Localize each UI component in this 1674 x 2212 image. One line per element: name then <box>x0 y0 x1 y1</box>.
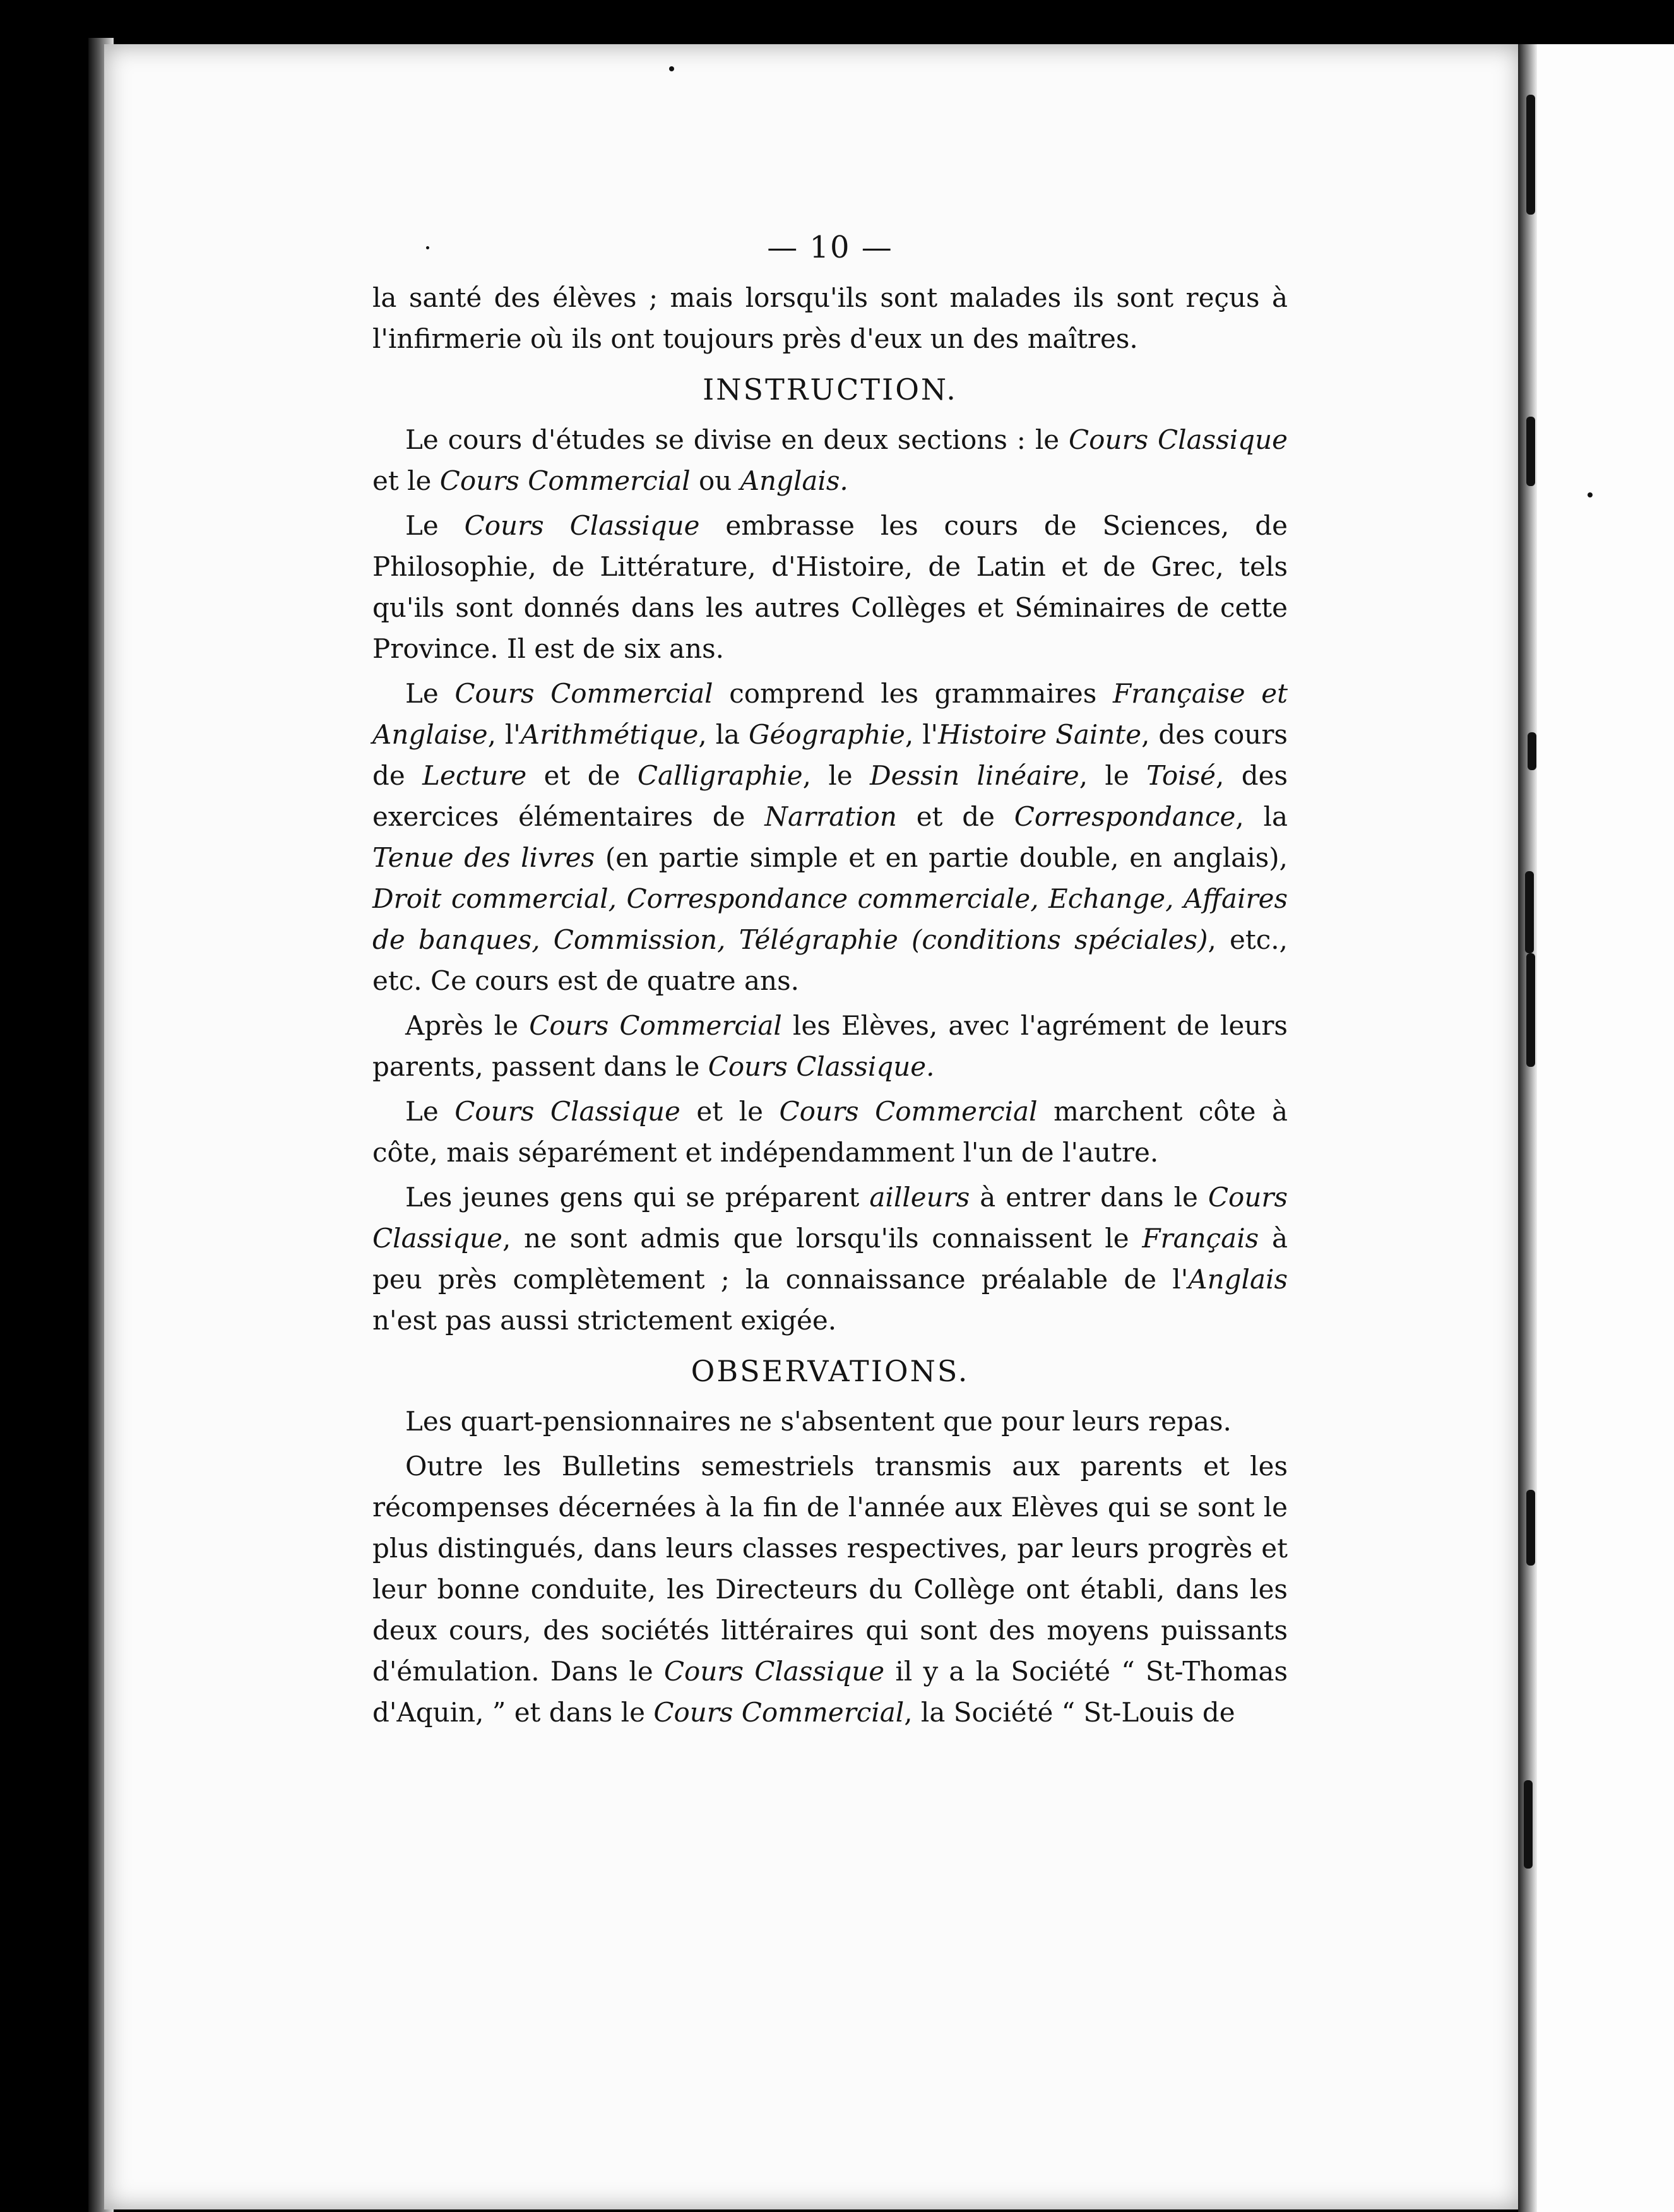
italic-text-run: Narration <box>764 801 897 832</box>
italic-text-run: Cours Classique <box>464 510 700 541</box>
binding-stitch-mark <box>1526 1490 1535 1566</box>
heading-observations: OBSERVATIONS. <box>691 1354 970 1388</box>
text-run: à entrer dans le <box>970 1182 1208 1213</box>
italic-text-run: Cours Classique <box>663 1656 885 1687</box>
italic-text-run: Tenue des livres <box>372 842 595 873</box>
text-run: , l' <box>905 719 939 750</box>
instruction-paragraph-3 <box>372 673 1288 1001</box>
instruction-paragraph-5 <box>372 1091 1288 1173</box>
binding-stitch-mark <box>1525 871 1534 953</box>
italic-text-run: Cours Classique <box>454 1096 680 1127</box>
book-binding <box>1518 44 1537 2212</box>
italic-text-run: Géographie <box>748 719 905 750</box>
text-run: et de <box>896 801 1014 832</box>
text-run: les Elèves, avec l'agrément de leurs parents, passent dans le <box>372 1010 1288 1082</box>
text-run: marchent côte à côte, mais séparément et indépendamment l'un de l'autre. <box>372 1096 1288 1168</box>
text-run: , des cours de <box>372 719 1288 791</box>
text-run: et le <box>680 1096 780 1127</box>
text-run: , le <box>802 760 870 791</box>
text-run: , la <box>698 719 749 750</box>
instruction-paragraph-2 <box>372 505 1288 669</box>
text-run: , la <box>1235 801 1288 832</box>
italic-text-run: Français <box>1142 1223 1259 1254</box>
instruction-paragraph-6 <box>372 1177 1288 1341</box>
text-run: Après le <box>405 1010 530 1041</box>
italic-text-run: Cours Commercial <box>454 678 713 709</box>
binding-stitch-mark <box>1526 417 1535 486</box>
italic-text-run: Cours Classique. <box>708 1051 935 1082</box>
page-number: — 10 — <box>767 230 893 265</box>
heading-instruction: INSTRUCTION. <box>703 372 958 407</box>
facing-page-strip <box>1521 44 1674 2212</box>
text-run: Outre les Bulletins semestriels transmis aux parents et les récompenses décernées à la fin de l'année aux Elèves qui se sont le plus distingués, dans leurs classes respectives, par leurs progrès et leur bonne conduite, les Directeurs du Collège ont établi, dans les deux cours, des sociétés littéraires qui sont des moyens puissants d'émulation. Dans le <box>372 1451 1288 1687</box>
text-run: n'est pas aussi strictement exigée. <box>372 1305 837 1336</box>
text-run: et de <box>526 760 638 791</box>
binding-stitch-mark <box>1526 95 1535 215</box>
italic-text-run: Anglais <box>1188 1264 1288 1295</box>
page-text <box>372 227 1288 1737</box>
scan-speck <box>1588 492 1593 497</box>
italic-text-run: Cours Commercial <box>653 1697 905 1728</box>
text-run: , la Société “ St-Louis de <box>904 1697 1235 1728</box>
italic-text-run: ailleurs <box>869 1182 970 1213</box>
text-run: , des exercices élémentaires de <box>372 760 1288 832</box>
text-run: ou <box>690 465 740 496</box>
italic-text-run: Cours Commercial <box>779 1096 1038 1127</box>
italic-text-run: Cours Commercial <box>439 465 691 496</box>
text-run: , etc., etc. Ce cours est de quatre ans. <box>372 924 1288 996</box>
italic-text-run: Toisé <box>1146 760 1216 791</box>
observations-paragraph-1 <box>372 1401 1288 1442</box>
text-run: Les quart-pensionnaires ne s'absentent que pour leurs repas. <box>405 1406 1232 1437</box>
italic-text-run: Correspondance <box>1014 801 1236 832</box>
italic-text-run: Cours Classique <box>372 1182 1288 1254</box>
continuation-paragraph: la santé des élèves ; mais lorsqu'ils sont malades ils sont reçus à l'infirmerie où ils ont toujours près d'eux un des maîtres. <box>372 282 1288 354</box>
italic-text-run: Française et Anglaise <box>372 678 1288 750</box>
italic-text-run: Arithmétique <box>520 719 699 750</box>
text-run: il y a la Société “ St-Thomas d'Aquin, ” et dans le <box>372 1656 1288 1728</box>
binding-stitch-mark <box>1528 732 1536 770</box>
italic-text-run: Dessin linéaire <box>870 760 1079 791</box>
text-run: Les jeunes gens qui se préparent <box>405 1182 870 1213</box>
text-run: Le <box>405 1096 455 1127</box>
observations-paragraph-2 <box>372 1446 1288 1733</box>
binding-stitch-mark <box>1526 953 1535 1067</box>
text-run: Le cours d'études se divise en deux sections : le <box>405 424 1069 455</box>
italic-text-run: Cours Classique <box>1069 424 1288 455</box>
scan-speck <box>669 66 674 71</box>
italic-text-run: Cours Commercial <box>529 1010 782 1041</box>
italic-text-run: Droit commercial, Correspondance commerciale, Echange, Affaires de banques, Commission, Télégraphie (conditions spéciales) <box>372 883 1288 955</box>
text-run: , ne sont admis que lorsqu'ils connaissent le <box>502 1223 1143 1254</box>
text-run: (en partie simple et en partie double, en anglais), <box>595 842 1288 873</box>
binding-stitch-mark <box>1524 1780 1533 1869</box>
text-run: embrasse les cours de Sciences, de Philosophie, de Littérature, d'Histoire, de Latin et de Grec, tels qu'ils sont donnés dans les autres Collèges et Séminaires de cette Province. Il est de six ans. <box>372 510 1288 664</box>
text-run: à peu près complètement ; la connaissance préalable de l' <box>372 1223 1288 1295</box>
instruction-paragraph-1 <box>372 419 1288 501</box>
text-run: Le <box>405 678 455 709</box>
italic-text-run: Calligraphie <box>637 760 803 791</box>
text-run: , l' <box>487 719 521 750</box>
text-run: et le <box>372 465 440 496</box>
instruction-paragraph-4 <box>372 1005 1288 1087</box>
italic-text-run: Lecture <box>422 760 527 791</box>
text-run: Le <box>405 510 465 541</box>
italic-text-run: Anglais. <box>740 465 848 496</box>
text-run: comprend les grammaires <box>713 678 1113 709</box>
text-run: , le <box>1079 760 1147 791</box>
italic-text-run: Histoire Sainte <box>938 719 1142 750</box>
